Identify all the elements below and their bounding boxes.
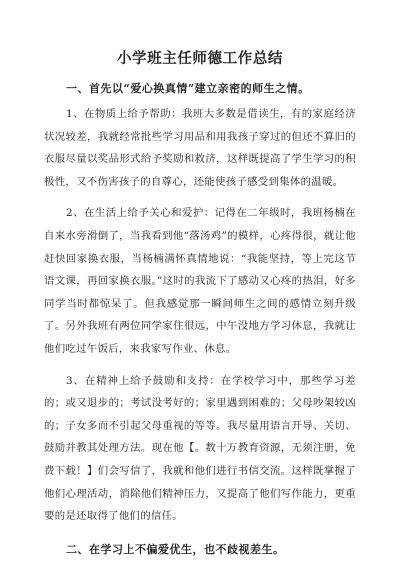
section-heading-1: 一、首先以“爱心换真情”建立亲密的师生之情。 xyxy=(66,82,310,95)
paragraph-1: 1、在物质上给予帮助：我班大多数是借读生，有的家庭经济状况较差，我就经常批些学习用品和用我孩子穿过的但还不算旧的衣服尽量以奖品形式给予奖励和救济，这样既提高了学生学习的积极性，又不伤害孩子的自尊心，还能使孩子感受到集体的温暖。 xyxy=(44,108,356,188)
section-heading-2: 二、在学习上不偏爱优生，也不歧视差生。 xyxy=(66,542,285,556)
document-title: 小学班主任师德工作总结 xyxy=(116,50,284,67)
paragraph-2: 2、在生活上给予关心和爱护：记得在二年级时，我班杨楠在自来水旁滑倒了，当我看到他“落汤鸡”的模样，心疼得很，就让他赶快回家换衣服，当杨楠满怀真情地说：“我能坚持，等上完这节语文课，再回家换衣服。”这时的我流下了感动又心疼的热泪，好多同学当时都惊呆了。但我感觉那一瞬间师生之间的感情立刻升级了。另外我班有两位同学家住很远，中午没地方学习休息，我就让他们吃过午饭后，来我家写作业、休息。 xyxy=(44,207,356,355)
paragraph-3: 3、在精神上给予鼓励和支持：在学校学习中，那些学习差的；或又退步的；考试没考好的；家里遇到困难的；父母吵架较凶的；子女多而不引起父母重视的等等。我尽量用语言开导、关切、鼓励并教其处理方法。现在他【。数十万教育资源，无须注册，免费下载！】们会写信了，我就和他们进行书信交流。这样既掌握了他们心理活动，消除他们精神压力，又提高了他们写作能力，更重要的是还取得了他们的信任。 xyxy=(44,374,356,523)
